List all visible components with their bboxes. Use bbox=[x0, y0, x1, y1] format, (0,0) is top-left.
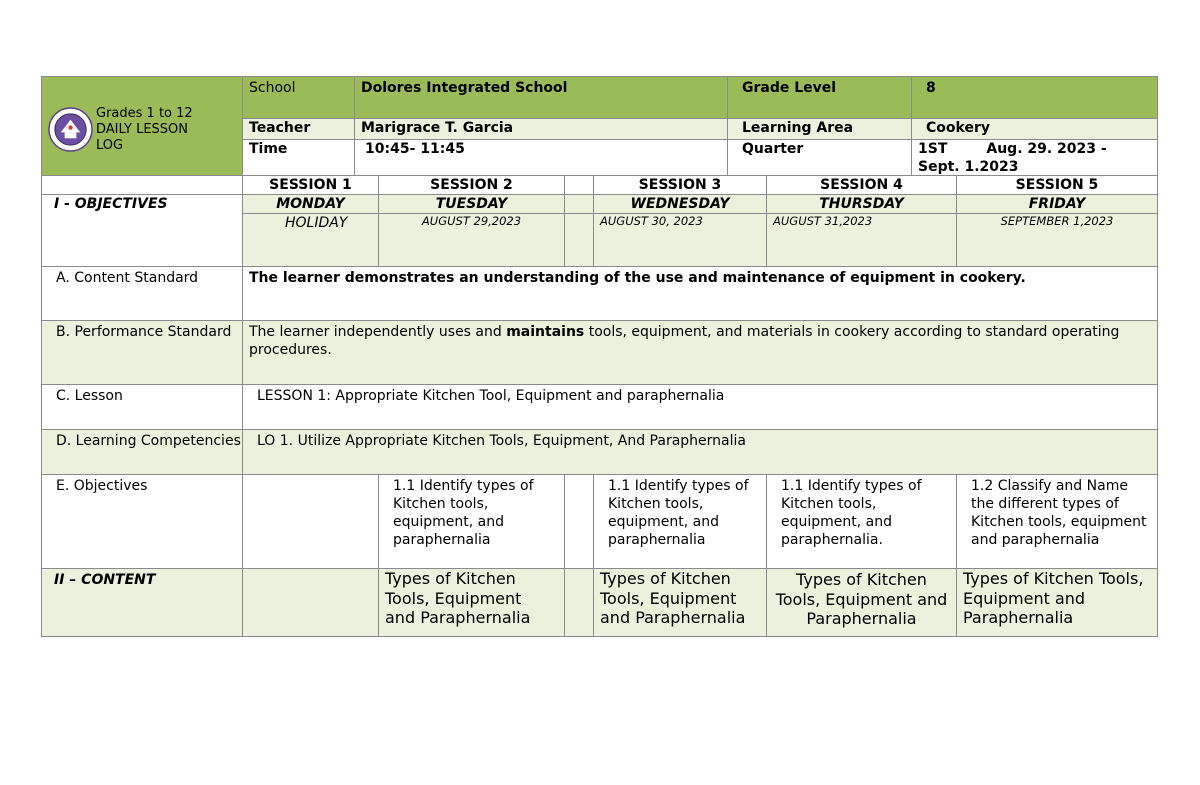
session-5-date: SEPTEMBER 1,2023 bbox=[957, 214, 1158, 267]
school-value: Dolores Integrated School bbox=[355, 77, 728, 119]
session-4-date: AUGUST 31,2023 bbox=[767, 214, 957, 267]
objectives-heading: I - OBJECTIVES bbox=[42, 195, 243, 267]
quarter-value bbox=[912, 139, 1158, 176]
spacer-cell bbox=[565, 475, 594, 569]
performance-standard-bold: maintains bbox=[506, 324, 585, 340]
objectives-label: E. Objectives bbox=[42, 475, 243, 569]
session-1-date: HOLIDAY bbox=[243, 214, 379, 267]
session-1-label: SESSION 1 bbox=[243, 176, 379, 195]
logo-cell bbox=[42, 77, 243, 177]
learning-area-value: Cookery bbox=[912, 119, 1158, 139]
dll-title-line2: DAILY LESSON bbox=[96, 121, 189, 137]
session-2-day: TUESDAY bbox=[379, 195, 565, 214]
session-3-date: AUGUST 30, 2023 bbox=[594, 214, 767, 267]
objective-session-1 bbox=[243, 475, 379, 569]
spacer-cell bbox=[565, 195, 594, 214]
spacer-cell bbox=[565, 214, 594, 267]
teacher-label: Teacher bbox=[243, 119, 355, 139]
lesson-label: C. Lesson bbox=[42, 385, 243, 430]
performance-standard-value bbox=[243, 321, 1158, 385]
grade-level-label: Grade Level bbox=[728, 77, 912, 119]
session-3-label: SESSION 3 bbox=[594, 176, 767, 195]
performance-standard-text-2: tools, equipment, and materials in cookery according to standard operating procedures. bbox=[249, 324, 1120, 358]
session-2-label: SESSION 2 bbox=[379, 176, 565, 195]
competencies-label: D. Learning Competencies bbox=[42, 430, 243, 475]
competencies-value: LO 1. Utilize Appropriate Kitchen Tools, Equipment, And Paraphernalia bbox=[243, 430, 1158, 475]
quarter-line2: Sept. 1.2023 bbox=[918, 158, 1019, 175]
lesson-log-table bbox=[41, 175, 1158, 637]
time-label: Time bbox=[243, 139, 355, 176]
session-3-day: WEDNESDAY bbox=[594, 195, 767, 214]
content-session-4: Types of Kitchen Tools, Equipment and Paraphernalia bbox=[767, 569, 957, 637]
learning-area-label: Learning Area bbox=[728, 119, 912, 139]
quarter-label: Quarter bbox=[728, 139, 912, 176]
content-session-1 bbox=[243, 569, 379, 637]
dll-title-line3: LOG bbox=[96, 137, 124, 153]
session-5-label: SESSION 5 bbox=[957, 176, 1158, 195]
session-2-date: AUGUST 29,2023 bbox=[379, 214, 565, 267]
session-4-label: SESSION 4 bbox=[767, 176, 957, 195]
objective-session-4: 1.1 Identify types of Kitchen tools, equipment, and paraphernalia. bbox=[767, 475, 957, 569]
content-standard-label: A. Content Standard bbox=[42, 267, 243, 321]
blank-corner bbox=[42, 176, 243, 195]
content-session-2: Types of Kitchen Tools, Equipment and Paraphernalia bbox=[379, 569, 565, 637]
performance-standard-text-1: The learner independently uses and bbox=[249, 324, 507, 340]
teacher-value: Marigrace T. Garcia bbox=[355, 119, 728, 139]
header-table bbox=[41, 76, 1158, 177]
content-heading: II – CONTENT bbox=[42, 569, 243, 637]
objective-session-5: 1.2 Classify and Name the different types of Kitchen tools, equipment and paraphernalia bbox=[957, 475, 1158, 569]
spacer-cell bbox=[565, 569, 594, 637]
spacer-cell bbox=[565, 176, 594, 195]
content-session-5: Types of Kitchen Tools, Equipment and Paraphernalia bbox=[957, 569, 1158, 637]
content-session-3: Types of Kitchen Tools, Equipment and Paraphernalia bbox=[594, 569, 767, 637]
school-label: School bbox=[243, 77, 355, 119]
grade-level-value: 8 bbox=[912, 77, 1158, 119]
dll-title-line1: Grades 1 to 12 bbox=[96, 105, 193, 121]
lesson-value: LESSON 1: Appropriate Kitchen Tool, Equipment and paraphernalia bbox=[243, 385, 1158, 430]
session-4-day: THURSDAY bbox=[767, 195, 957, 214]
deped-seal-icon bbox=[48, 107, 93, 152]
quarter-line1: 1ST Aug. 29. 2023 - bbox=[918, 140, 1107, 157]
time-value: 10:45- 11:45 bbox=[355, 139, 728, 176]
content-standard-value: The learner demonstrates an understanding of the use and maintenance of equipment in cookery. bbox=[243, 267, 1158, 321]
session-5-day: FRIDAY bbox=[957, 195, 1158, 214]
session-1-day: MONDAY bbox=[243, 195, 379, 214]
objective-session-2: 1.1 Identify types of Kitchen tools, equipment, and paraphernalia bbox=[379, 475, 565, 569]
performance-standard-label: B. Performance Standard bbox=[42, 321, 243, 385]
objective-session-3: 1.1 Identify types of Kitchen tools, equipment, and paraphernalia bbox=[594, 475, 767, 569]
